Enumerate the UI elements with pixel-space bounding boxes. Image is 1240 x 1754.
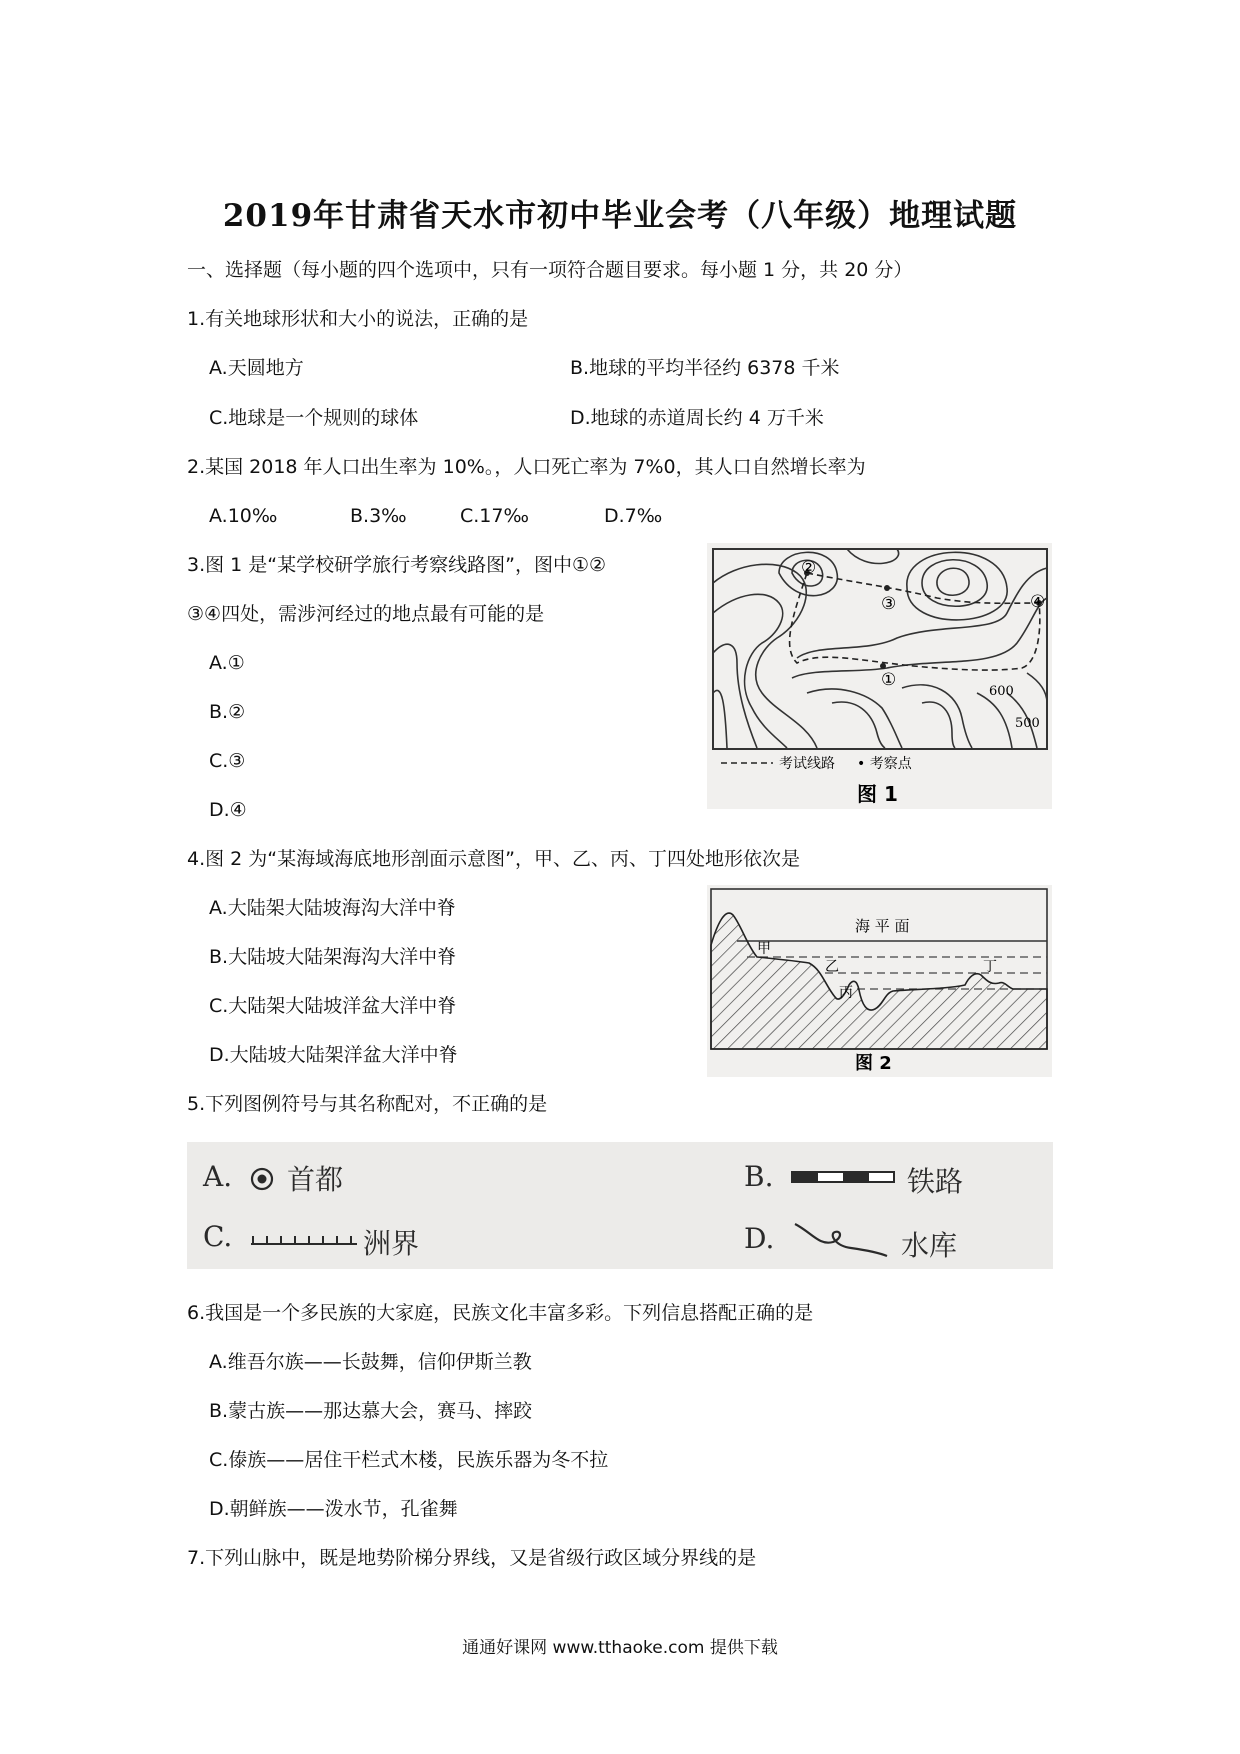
legend-b-letter: B. bbox=[744, 1160, 774, 1193]
section-heading: 一、选择题（每小题的四个选项中，只有一项符合题目要求。每小题 1 分，共 20 分） bbox=[187, 259, 913, 281]
legend-d-letter: D. bbox=[744, 1222, 775, 1255]
question-1-option-d: D.地球的赤道周长约 4 万千米 bbox=[570, 407, 824, 429]
question-3-stem-line1: 3.图 1 是“某学校研学旅行考察线路图”，图中①② bbox=[187, 554, 607, 576]
contour-600-label: 600 bbox=[989, 684, 1014, 699]
continent-boundary-icon bbox=[249, 1230, 359, 1248]
label-ding: 丁 bbox=[983, 959, 997, 975]
question-3-stem-line2: ③④四处，需涉河经过的地点最有可能的是 bbox=[187, 603, 545, 625]
question-3-option-c: C.③ bbox=[209, 750, 246, 772]
figure-2-caption: 图 2 bbox=[855, 1053, 892, 1074]
reservoir-symbol-icon bbox=[791, 1212, 891, 1260]
question-2-option-a: A.10‰ bbox=[209, 505, 278, 527]
question-4-stem: 4.图 2 为“某海域海底地形剖面示意图”，甲、乙、丙、丁四处地形依次是 bbox=[187, 848, 800, 870]
question-1-option-b: B.地球的平均半径约 6378 千米 bbox=[570, 357, 840, 379]
legend-route-label: 考试线路 bbox=[779, 756, 835, 772]
question-6-stem: 6.我国是一个多民族的大家庭，民族文化丰富多彩。下列信息搭配正确的是 bbox=[187, 1302, 814, 1324]
question-1-option-a: A.天圆地方 bbox=[209, 357, 304, 379]
marker-4-label: ④ bbox=[1030, 592, 1046, 612]
label-yi: 乙 bbox=[825, 959, 839, 975]
figure-2-seabed-profile bbox=[707, 885, 1052, 1077]
question-2-option-b: B.3‰ bbox=[350, 505, 407, 527]
legend-d-text: 水库 bbox=[901, 1229, 958, 1262]
question-2-option-d: D.7‰ bbox=[604, 505, 663, 527]
point-1-dot bbox=[880, 663, 886, 669]
contour-lines bbox=[713, 549, 1047, 748]
question-5-stem: 5.下列图例符号与其名称配对，不正确的是 bbox=[187, 1093, 548, 1115]
question-4-option-a: A.大陆架大陆坡海沟大洋中脊 bbox=[209, 897, 456, 919]
marker-2-label: ② bbox=[801, 558, 817, 578]
railway-symbol-icon bbox=[791, 1170, 895, 1184]
contour-500-label: 500 bbox=[1015, 716, 1040, 731]
map-border bbox=[713, 549, 1047, 749]
question-3-option-d: D.④ bbox=[209, 799, 247, 821]
question-4-option-b: B.大陆坡大陆架海沟大洋中脊 bbox=[209, 946, 457, 968]
label-jia: 甲 bbox=[757, 941, 771, 957]
question-4-option-d: D.大陆坡大陆架洋盆大洋中脊 bbox=[209, 1044, 458, 1066]
label-bing: 丙 bbox=[839, 985, 853, 1001]
legend-c-letter: C. bbox=[203, 1220, 233, 1253]
sea-level-label: 海 平 面 bbox=[855, 917, 910, 935]
legend-a-letter: A. bbox=[203, 1160, 233, 1193]
question-5-legend-panel bbox=[187, 1142, 1053, 1269]
point-3-dot bbox=[884, 585, 890, 591]
question-2-option-c: C.17‰ bbox=[460, 505, 529, 527]
question-1-stem: 1.有关地球形状和大小的说法，正确的是 bbox=[187, 308, 529, 330]
figure-1-contour-map bbox=[707, 543, 1052, 809]
legend-c-text: 洲界 bbox=[363, 1227, 420, 1260]
page-title: 2019年甘肃省天水市初中毕业会考（八年级）地理试题 bbox=[222, 198, 1018, 234]
question-6-option-c: C.傣族——居住干栏式木楼，民族乐器为冬不拉 bbox=[209, 1449, 609, 1471]
marker-3-label: ③ bbox=[881, 594, 897, 614]
question-1-option-c: C.地球是一个规则的球体 bbox=[209, 407, 419, 429]
capital-symbol-icon bbox=[249, 1166, 275, 1192]
figure-1-svg bbox=[707, 543, 1052, 809]
question-6-option-d: D.朝鲜族——泼水节，孔雀舞 bbox=[209, 1498, 458, 1520]
question-7-stem: 7.下列山脉中，既是地势阶梯分界线，又是省级行政区域分界线的是 bbox=[187, 1547, 757, 1569]
question-3-option-b: B.② bbox=[209, 701, 246, 723]
legend-point-label: • 考察点 bbox=[857, 756, 912, 772]
legend-a-text: 首都 bbox=[287, 1163, 344, 1196]
question-2-stem: 2.某国 2018 年人口出生率为 10%。，人口死亡率为 7%0，其人口自然增长率为 bbox=[187, 456, 866, 478]
question-6-option-b: B.蒙古族——那达慕大会，赛马、摔跤 bbox=[209, 1400, 533, 1422]
legend-b-text: 铁路 bbox=[907, 1165, 964, 1198]
figure-1-caption: 图 1 bbox=[857, 782, 898, 806]
route-path bbox=[790, 573, 1040, 670]
question-4-option-c: C.大陆架大陆坡洋盆大洋中脊 bbox=[209, 995, 457, 1017]
figure-2-svg bbox=[707, 885, 1052, 1077]
question-3-option-a: A.① bbox=[209, 652, 245, 674]
question-6-option-a: A.维吾尔族——长鼓舞，信仰伊斯兰教 bbox=[209, 1351, 532, 1373]
marker-1-label: ① bbox=[881, 670, 897, 690]
page-footer: 通通好课网 www.tthaoke.com 提供下载 bbox=[462, 1638, 778, 1658]
